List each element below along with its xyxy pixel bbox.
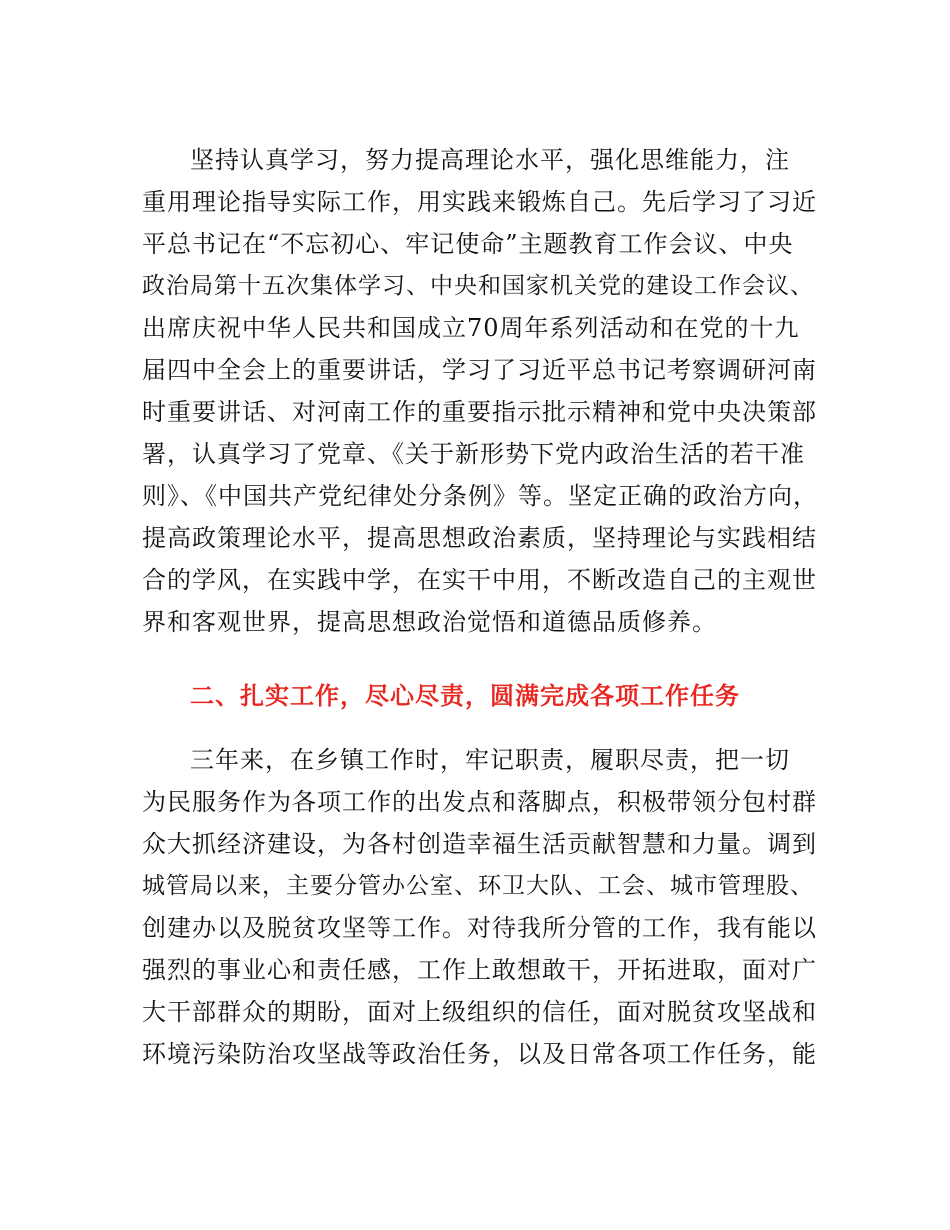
paragraph-1-line-3: 平总书记在“不忘初心、牢记使命”主题教育工作会议、中央 [142, 230, 794, 258]
section-heading-2: 二、扎实工作，尽心尽责，圆满完成各项工作任务 [190, 682, 740, 710]
paragraph-2-line-8: 环境污染防治攻坚战等政治任务，以及日常各项工作任务，能 [142, 1040, 817, 1068]
paragraph-1-line-10: 提高政策理论水平，提高思想政治素质，坚持理论与实践相结 [142, 524, 817, 552]
paragraph-1-line-4: 政治局第十五次集体学习、中央和国家机关党的建设工作会议、 [142, 273, 814, 299]
paragraph-2-line-6: 强烈的事业心和责任感，工作上敢想敢干，开拓进取，面对广 [142, 956, 817, 984]
paragraph-1-line-7: 时重要讲话、对河南工作的重要指示批示精神和党中央决策部 [142, 398, 817, 426]
paragraph-1-line-1: 坚持认真学习，努力提高理论水平，强化思维能力，注 [190, 146, 790, 174]
paragraph-1-line-5: 出席庆祝中华人民共和国成立70周年系列活动和在党的十九 [142, 314, 800, 342]
paragraph-2-line-1: 三年来，在乡镇工作时，牢记职责，履职尽责，把一切 [190, 746, 790, 774]
paragraph-1-line-8: 署，认真学习了党章、《关于新形势下党内政治生活的若干准 [142, 440, 805, 468]
paragraph-2-line-5: 创建办以及脱贫攻坚等工作。对待我所分管的工作，我有能以 [142, 914, 817, 942]
paragraph-2-line-7: 大干部群众的期盼，面对上级组织的信任，面对脱贫攻坚战和 [142, 998, 817, 1026]
paragraph-1-line-2: 重用理论指导实际工作，用实践来锻炼自己。先后学习了习近 [142, 188, 817, 216]
paragraph-2-line-2: 为民服务作为各项工作的出发点和落脚点，积极带领分包村群 [142, 788, 817, 816]
paragraph-2-line-4: 城管局以来，主要分管办公室、环卫大队、工会、城市管理股、 [142, 873, 814, 899]
paragraph-1-line-6: 届四中全会上的重要讲话，学习了习近平总书记考察调研河南 [142, 356, 817, 384]
paragraph-2-line-3: 众大抓经济建设，为各村创造幸福生活贡献智慧和力量。调到 [142, 830, 817, 858]
paragraph-1-line-9: 则》、《中国共产党纪律处分条例》等。坚定正确的政治方向， [142, 482, 818, 510]
paragraph-1-line-12: 界和客观世界，提高思想政治觉悟和道德品质修养。 [142, 608, 717, 636]
paragraph-1-line-11: 合的学风，在实践中学，在实干中用，不断改造自己的主观世 [142, 566, 817, 594]
